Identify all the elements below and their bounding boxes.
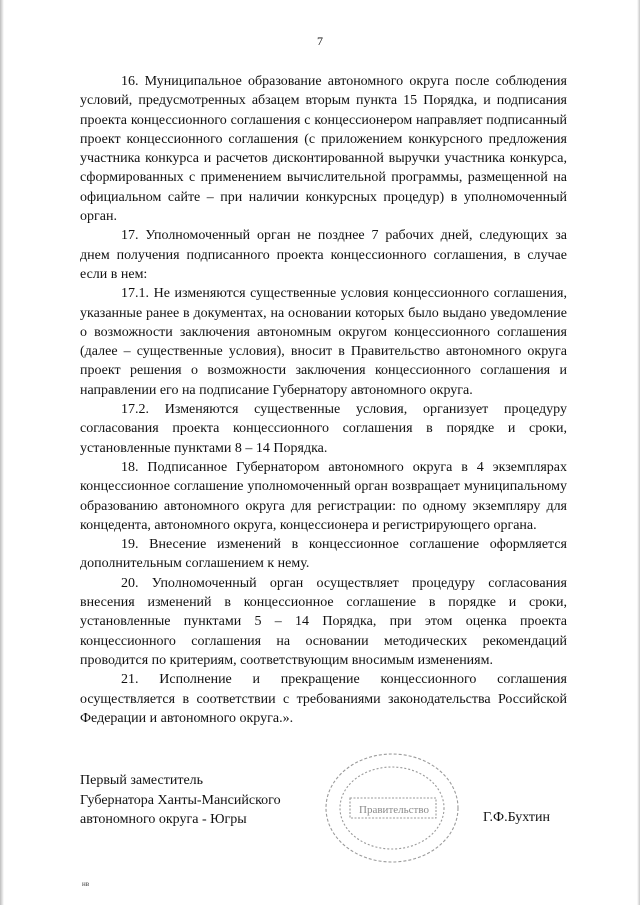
paragraph-17-1: 17.1. Не изменяются существенные условия концессионного соглашения, указанные ранее в документах, на основании которых было выдано уведомление о возможности заключения автономным округом концессионного соглашения (далее – существенные условия), вносит в Правительство автономного округа проект решения о возможности заключения концессионного соглашения и направлении его на подписание Губернатору автономного округа. (80, 286, 567, 398)
document-body (80, 72, 567, 728)
page-number: 7 (317, 34, 323, 48)
scan-edge-left (0, 0, 4, 905)
official-seal-stamp (312, 744, 472, 874)
position-line: Губернатора Ханты-Мансийского (80, 792, 281, 808)
paragraph-16: 16. Муниципальное образование автономного округа после соблюдения условий, предусмотренных абзацем вторым пункта 15 Порядка, и подписания проекта концессионного соглашения с концессионером направляет подписанный проект концессионного соглашения (с приложением конкурсного предложения участника конкурса и расчетов дисконтированной выручки участника конкурса, сформированных с применением вычислительной программы, размещенной на официальном сайте – при наличии конкурсных процедур) в уполномоченный орган. (80, 74, 567, 225)
signatory-position (80, 771, 281, 830)
paragraph-21: 21. Исполнение и прекращение концессионного соглашения осуществляется в соответствии с требованиями законодательства Российской Федерации и автономного округа.». (80, 672, 567, 726)
signatory-name: Г.Ф.Бухтин (483, 810, 551, 825)
paragraph-20: 20. Уполномоченный орган осуществляет процедуру согласования внесения изменений в концессионное соглашение в порядке и сроки, установленные пунктами 5 – 14 Порядка, при этом оценка проекта концессионного соглашения на основании методических рекомендаций проводится по критериям, соответствующим вносимым изменениям. (80, 575, 567, 668)
paragraph-18: 18. Подписанное Губернатором автономного округа в 4 экземплярах концессионное соглашение уполномоченный орган возвращает муниципальному образованию автономного округа для регистрации: по одному экземпляру для концедента, автономного округа, концессионера и регистрирующего органа. (80, 459, 567, 533)
paragraph-19: 19. Внесение изменений в концессионное соглашение оформляется дополнительным соглашением к нему. (80, 537, 567, 572)
position-line: автономного округа - Югры (80, 812, 247, 827)
position-line: Первый заместитель (80, 773, 204, 788)
stamp-text: Правительство (359, 804, 429, 816)
footer-initials: нв (82, 880, 90, 888)
paragraph-17: 17. Уполномоченный орган не позднее 7 рабочих дней, следующих за днем получения подписанного проекта концессионного соглашения, в случае если в нем: (80, 228, 567, 282)
paragraph-17-2: 17.2. Изменяются существенные условия, организует процедуру согласования проекта концессионного соглашения в порядке и сроки, установленные пунктами 8 – 14 Порядка. (80, 402, 567, 456)
